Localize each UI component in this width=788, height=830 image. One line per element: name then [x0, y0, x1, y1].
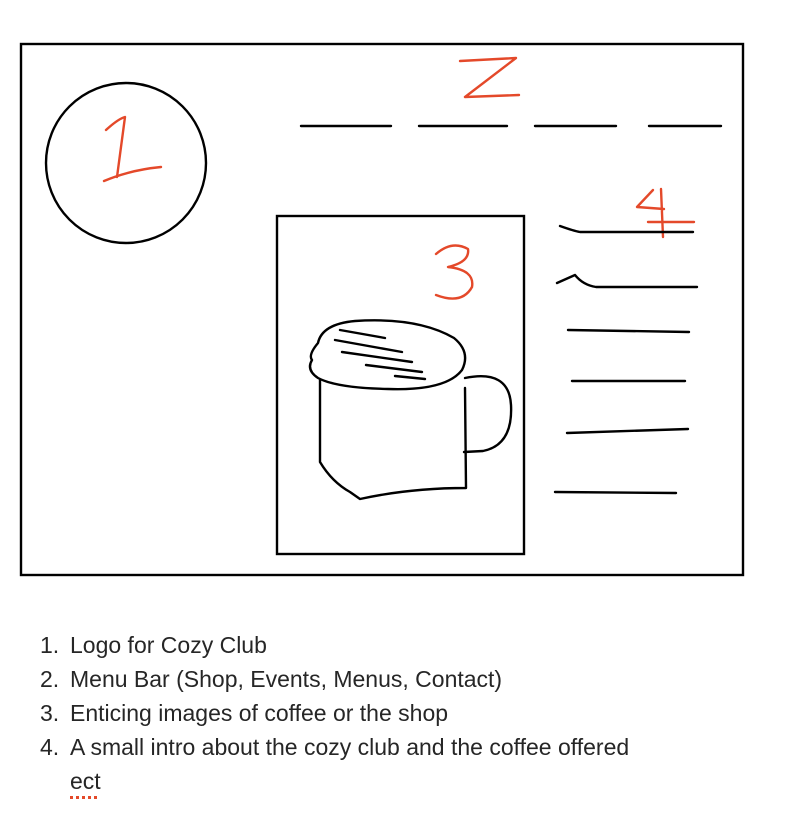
label-number-2 — [460, 58, 519, 97]
menu-bar-placeholder — [301, 58, 721, 126]
label-number-4 — [637, 189, 694, 237]
intro-line — [557, 275, 697, 287]
annotation-number: 1. — [40, 632, 60, 658]
annotation-text: Logo for Cozy Club — [70, 632, 267, 658]
annotation-text: Enticing images of coffee or the shop — [70, 700, 449, 726]
annotation-item — [40, 696, 770, 730]
annotation-item — [40, 662, 770, 696]
label-number-1 — [104, 117, 161, 181]
annotation-text: Menu Bar (Shop, Events, Menus, Contact) — [70, 666, 503, 692]
annotation-item — [40, 730, 770, 798]
image-frame — [277, 216, 524, 554]
label-number-3 — [436, 245, 472, 298]
intro-line — [568, 330, 689, 332]
hero-image-placeholder — [277, 216, 524, 554]
intro-line — [560, 226, 693, 232]
coffee-cup-icon — [310, 320, 511, 499]
intro-line — [567, 429, 688, 433]
misspelled-word[interactable]: ect — [70, 768, 101, 794]
annotation-continuation — [70, 764, 770, 798]
annotation-item — [40, 628, 770, 662]
annotation-list — [40, 628, 770, 798]
intro-line — [555, 492, 676, 493]
annotation-number: 2. — [40, 666, 60, 692]
intro-text-placeholder — [555, 189, 697, 493]
annotation-number: 3. — [40, 700, 60, 726]
annotation-number: 4. — [40, 734, 60, 760]
logo-placeholder — [46, 83, 206, 243]
annotation-text: A small intro about the cozy club and the coffee offered — [70, 734, 630, 760]
circle-icon — [46, 83, 206, 243]
